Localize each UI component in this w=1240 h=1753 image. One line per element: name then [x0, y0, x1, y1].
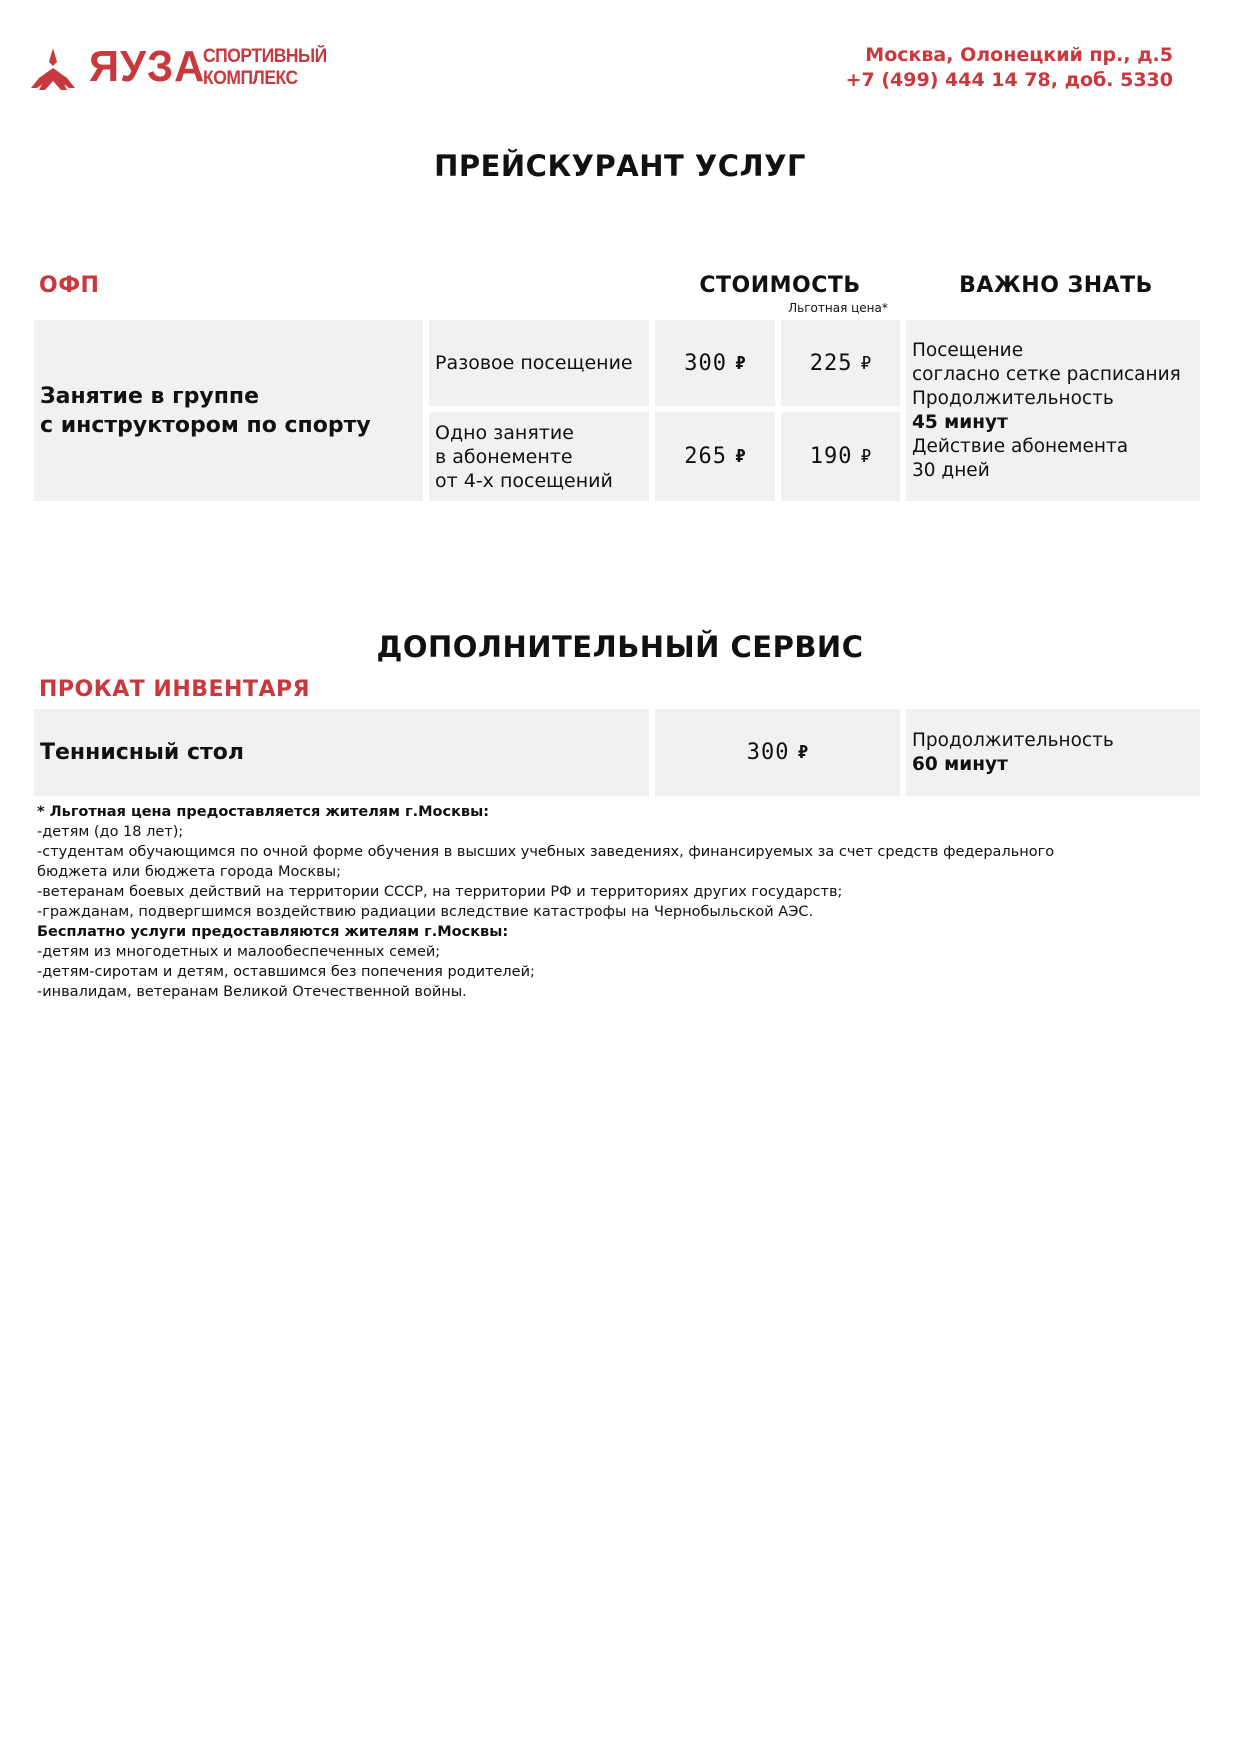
- service-name: [34, 382, 371, 440]
- ruble-icon: ₽: [860, 446, 872, 467]
- footnote-item: -детям-сиротам и детям, оставшимся без попечения родителей;: [37, 964, 535, 980]
- footnote-heading: Бесплатно услуги предоставляются жителям г.Москвы:: [37, 924, 509, 940]
- logo-subtitle-line-2: КОМПЛЕКС: [203, 68, 298, 89]
- logo-wordmark: ЯУЗА: [89, 42, 206, 91]
- price-cell-subscription: [655, 412, 775, 501]
- footnote-item: -студентам обучающимся по очной форме обучения в высших учебных заведениях, финансируемых за счет средств федерального: [37, 844, 1055, 860]
- ruble-icon: ₽: [734, 446, 746, 467]
- discount-price-value: 225: [809, 350, 853, 376]
- discount-price-value: 190: [809, 444, 853, 469]
- option-subscription-line-1: Одно занятие: [435, 421, 574, 444]
- option-single-visit: Разовое посещение: [435, 352, 633, 374]
- section-ofp-label: ОФП: [39, 273, 100, 298]
- info-line: Продолжительность: [912, 729, 1114, 751]
- cost-column-header: СТОИМОСТЬ: [699, 273, 861, 298]
- important-info: [906, 339, 1181, 483]
- footnote-heading: * Льготная цена предоставляется жителям г.Москвы:: [37, 804, 490, 820]
- price-cell-single: [655, 320, 775, 406]
- service-name-line-1: Занятие в группе: [40, 383, 260, 409]
- rental-item-name: Теннисный стол: [40, 740, 244, 765]
- footnote: [37, 802, 1207, 1002]
- rental-price-value: 300: [746, 740, 790, 765]
- ruble-icon: ₽: [797, 742, 809, 763]
- option-cell-subscription: [429, 412, 649, 501]
- price-value: 300: [684, 350, 727, 376]
- important-info-cell: [906, 320, 1200, 501]
- address: Москва, Олонецкий пр., д.5: [865, 44, 1173, 66]
- footnote-item: бюджета или бюджета города Москвы;: [37, 864, 341, 880]
- rental-info: [906, 729, 1114, 777]
- option-cell-single: [429, 320, 649, 406]
- service-name-line-2: с инструктором по спорту: [40, 412, 371, 438]
- price-value: 265: [684, 444, 727, 469]
- section-rental-label: ПРОКАТ ИНВЕНТАРЯ: [39, 677, 311, 702]
- info-line: Посещение: [912, 339, 1024, 361]
- rental-info-cell: [906, 709, 1200, 796]
- option-subscription-line-2: в абонементе: [435, 445, 573, 468]
- info-duration-value: 45 минут: [912, 411, 1008, 433]
- service-name-cell: [34, 320, 423, 501]
- footnote-item: -гражданам, подвергшимся воздействию радиации вследствие катастрофы на Чернобыльской АЭС.: [37, 904, 814, 920]
- info-duration-value: 60 минут: [912, 753, 1008, 775]
- discount-price-cell-single: [781, 320, 900, 406]
- footnote-item: -детям из многодетных и малообеспеченных семей;: [37, 944, 441, 960]
- logo-subtitle: [203, 46, 327, 90]
- info-column-header: ВАЖНО ЗНАТЬ: [959, 273, 1153, 298]
- info-line: Действие абонемента: [912, 435, 1129, 457]
- discount-price-cell-subscription: [781, 412, 900, 501]
- contact-block: [846, 43, 1173, 93]
- page-title: ПРЕЙСКУРАНТ УСЛУГ: [434, 149, 806, 183]
- footnote-item: -детям (до 18 лет);: [37, 824, 184, 840]
- info-line: согласно сетке расписания: [912, 363, 1181, 385]
- info-line: Продолжительность: [912, 387, 1114, 409]
- extra-services-title: ДОПОЛНИТЕЛЬНЫЙ СЕРВИС: [376, 630, 864, 664]
- rental-price-cell: [655, 709, 900, 796]
- footnote-item: -инвалидам, ветеранам Великой Отечественной войны.: [37, 984, 467, 1000]
- option-subscription-line-3: от 4-х посещений: [435, 469, 613, 492]
- option-subscription: [429, 421, 613, 493]
- info-line: 30 дней: [912, 459, 990, 481]
- rental-item-cell: [34, 709, 649, 796]
- phone: +7 (499) 444 14 78, доб. 5330: [845, 69, 1173, 91]
- brand-logo: [31, 42, 327, 96]
- footnote-item: -ветеранам боевых действий на территории СССР, на территории РФ и территориях других государств;: [37, 884, 843, 900]
- discount-price-note: Льготная цена*: [788, 301, 888, 315]
- ruble-icon: ₽: [734, 352, 746, 374]
- ruble-icon: ₽: [860, 352, 872, 374]
- logo-mark-icon: [31, 48, 75, 90]
- logo-subtitle-line-1: СПОРТИВНЫЙ: [203, 46, 327, 67]
